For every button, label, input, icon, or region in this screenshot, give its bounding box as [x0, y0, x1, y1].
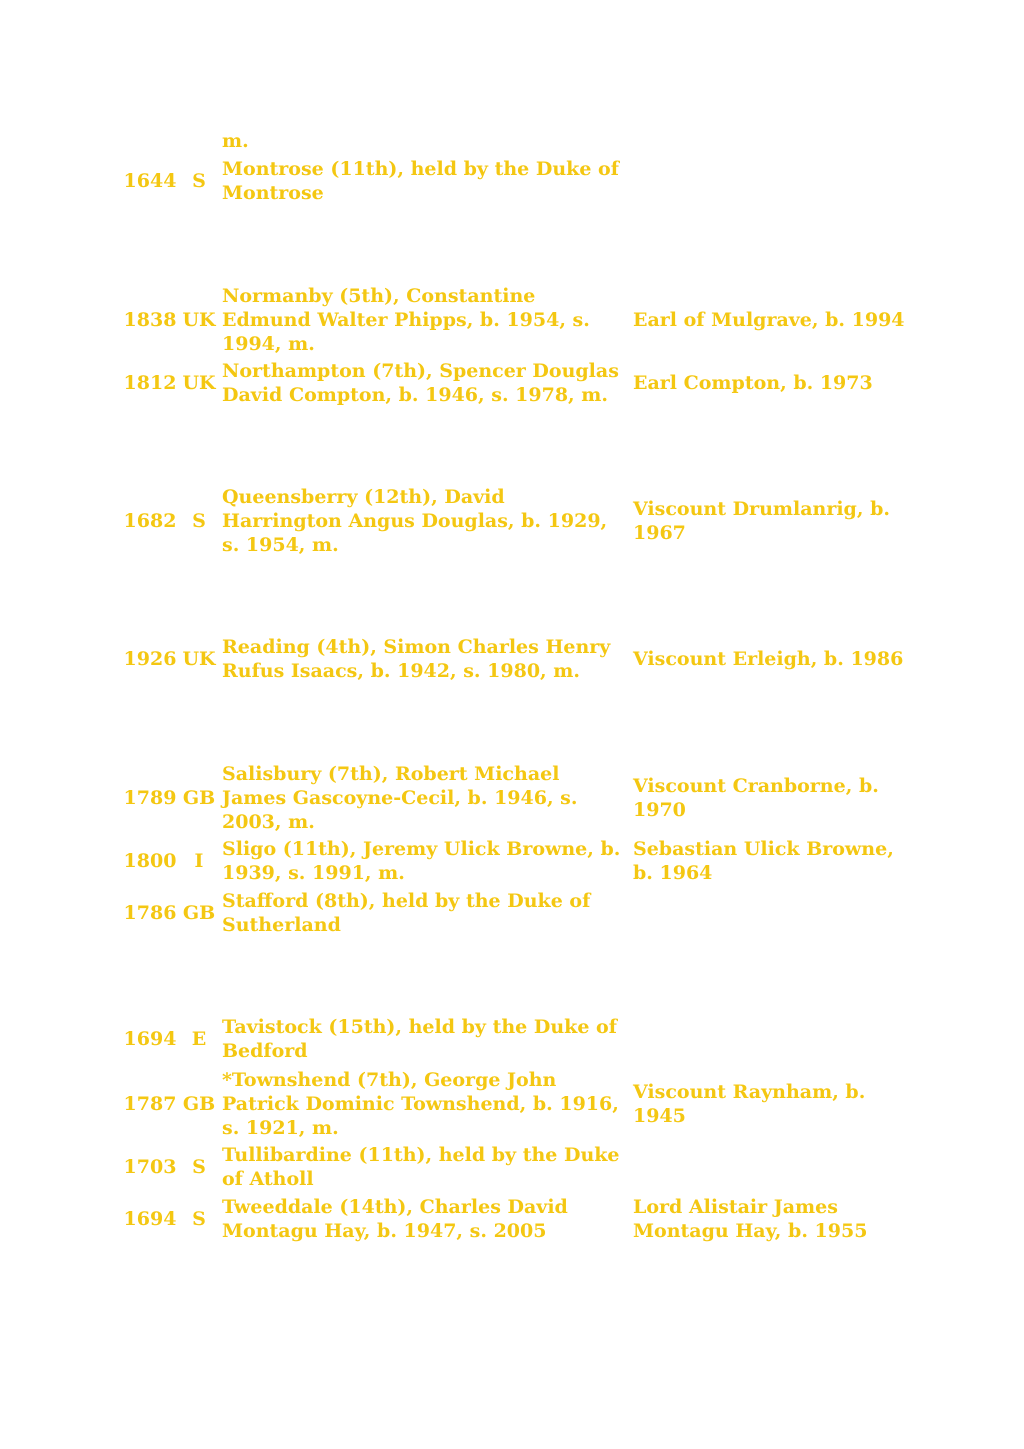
- creation-year: 1682: [123, 510, 177, 532]
- heir: Earl of Mulgrave, b. 1994: [633, 309, 905, 331]
- title-holder: Tavistock (15th), held by the Duke of Bedford: [222, 1016, 617, 1062]
- heir: Earl Compton, b. 1973: [633, 372, 873, 394]
- table-row: [0, 888, 1024, 938]
- table-row: [0, 836, 1024, 886]
- title-holder: Tweeddale (14th), Charles David Montagu Hay, b. 1947, s. 2005: [222, 1196, 568, 1242]
- table-row: [0, 1142, 1024, 1192]
- title-holder: Montrose (11th), held by the Duke of Montrose: [222, 158, 619, 204]
- heir: Lord Alistair James Montagu Hay, b. 1955: [633, 1196, 868, 1242]
- continued-fragment: m.: [222, 130, 249, 152]
- table-row: [0, 358, 1024, 408]
- heir: Viscount Erleigh, b. 1986: [633, 648, 904, 670]
- peerage-realm: S: [192, 1208, 206, 1230]
- title-holder: Stafford (8th), held by the Duke of Sutherland: [222, 890, 591, 936]
- peerage-realm: S: [192, 510, 206, 532]
- creation-year: 1694: [123, 1028, 177, 1050]
- creation-year: 1694: [123, 1208, 177, 1230]
- heir: Viscount Cranborne, b. 1970: [633, 775, 879, 821]
- table-row: [0, 1014, 1024, 1064]
- creation-year: 1787: [123, 1093, 177, 1115]
- creation-year: 1800: [123, 850, 177, 872]
- peerage-realm: I: [194, 850, 204, 872]
- table-row: [0, 484, 1024, 558]
- table-row: [0, 634, 1024, 684]
- title-holder: Tullibardine (11th), held by the Duke of Atholl: [222, 1144, 620, 1190]
- title-holder: Reading (4th), Simon Charles Henry Rufus Isaacs, b. 1942, s. 1980, m.: [222, 636, 611, 682]
- creation-year: 1838: [123, 309, 177, 331]
- table-row: [0, 1194, 1024, 1244]
- peerage-realm: UK: [182, 372, 216, 394]
- peerage-realm: UK: [182, 648, 216, 670]
- creation-year: 1926: [123, 648, 177, 670]
- heir: Viscount Drumlanrig, b. 1967: [633, 498, 890, 544]
- creation-year: 1812: [123, 372, 177, 394]
- peerage-realm: E: [191, 1028, 207, 1050]
- table-row: [0, 283, 1024, 357]
- table-row: [0, 1067, 1024, 1141]
- table-row: [0, 761, 1024, 835]
- peerage-realm: GB: [182, 902, 216, 924]
- creation-year: 1786: [123, 902, 177, 924]
- title-holder: Sligo (11th), Jeremy Ulick Browne, b. 1939, s. 1991, m.: [222, 838, 621, 884]
- peerage-realm: GB: [182, 1093, 216, 1115]
- heir: Sebastian Ulick Browne, b. 1964: [633, 838, 894, 884]
- peerage-realm: S: [192, 170, 206, 192]
- creation-year: 1703: [123, 1156, 177, 1178]
- title-holder: Northampton (7th), Spencer Douglas David Compton, b. 1946, s. 1978, m.: [222, 360, 619, 406]
- title-holder: Normanby (5th), Constantine Edmund Walter Phipps, b. 1954, s. 1994, m.: [222, 285, 590, 355]
- creation-year: 1644: [123, 170, 177, 192]
- heir: Viscount Raynham, b. 1945: [633, 1081, 866, 1127]
- table-row: [0, 156, 1024, 206]
- title-holder: *Townshend (7th), George John Patrick Dominic Townshend, b. 1916, s. 1921, m.: [222, 1069, 619, 1139]
- title-holder: Salisbury (7th), Robert Michael James Gascoyne-Cecil, b. 1946, s. 2003, m.: [222, 763, 578, 833]
- peerage-realm: UK: [182, 309, 216, 331]
- peerage-realm: S: [192, 1156, 206, 1178]
- peerage-realm: GB: [182, 787, 216, 809]
- creation-year: 1789: [123, 787, 177, 809]
- title-holder: Queensberry (12th), David Harrington Angus Douglas, b. 1929, s. 1954, m.: [222, 486, 608, 556]
